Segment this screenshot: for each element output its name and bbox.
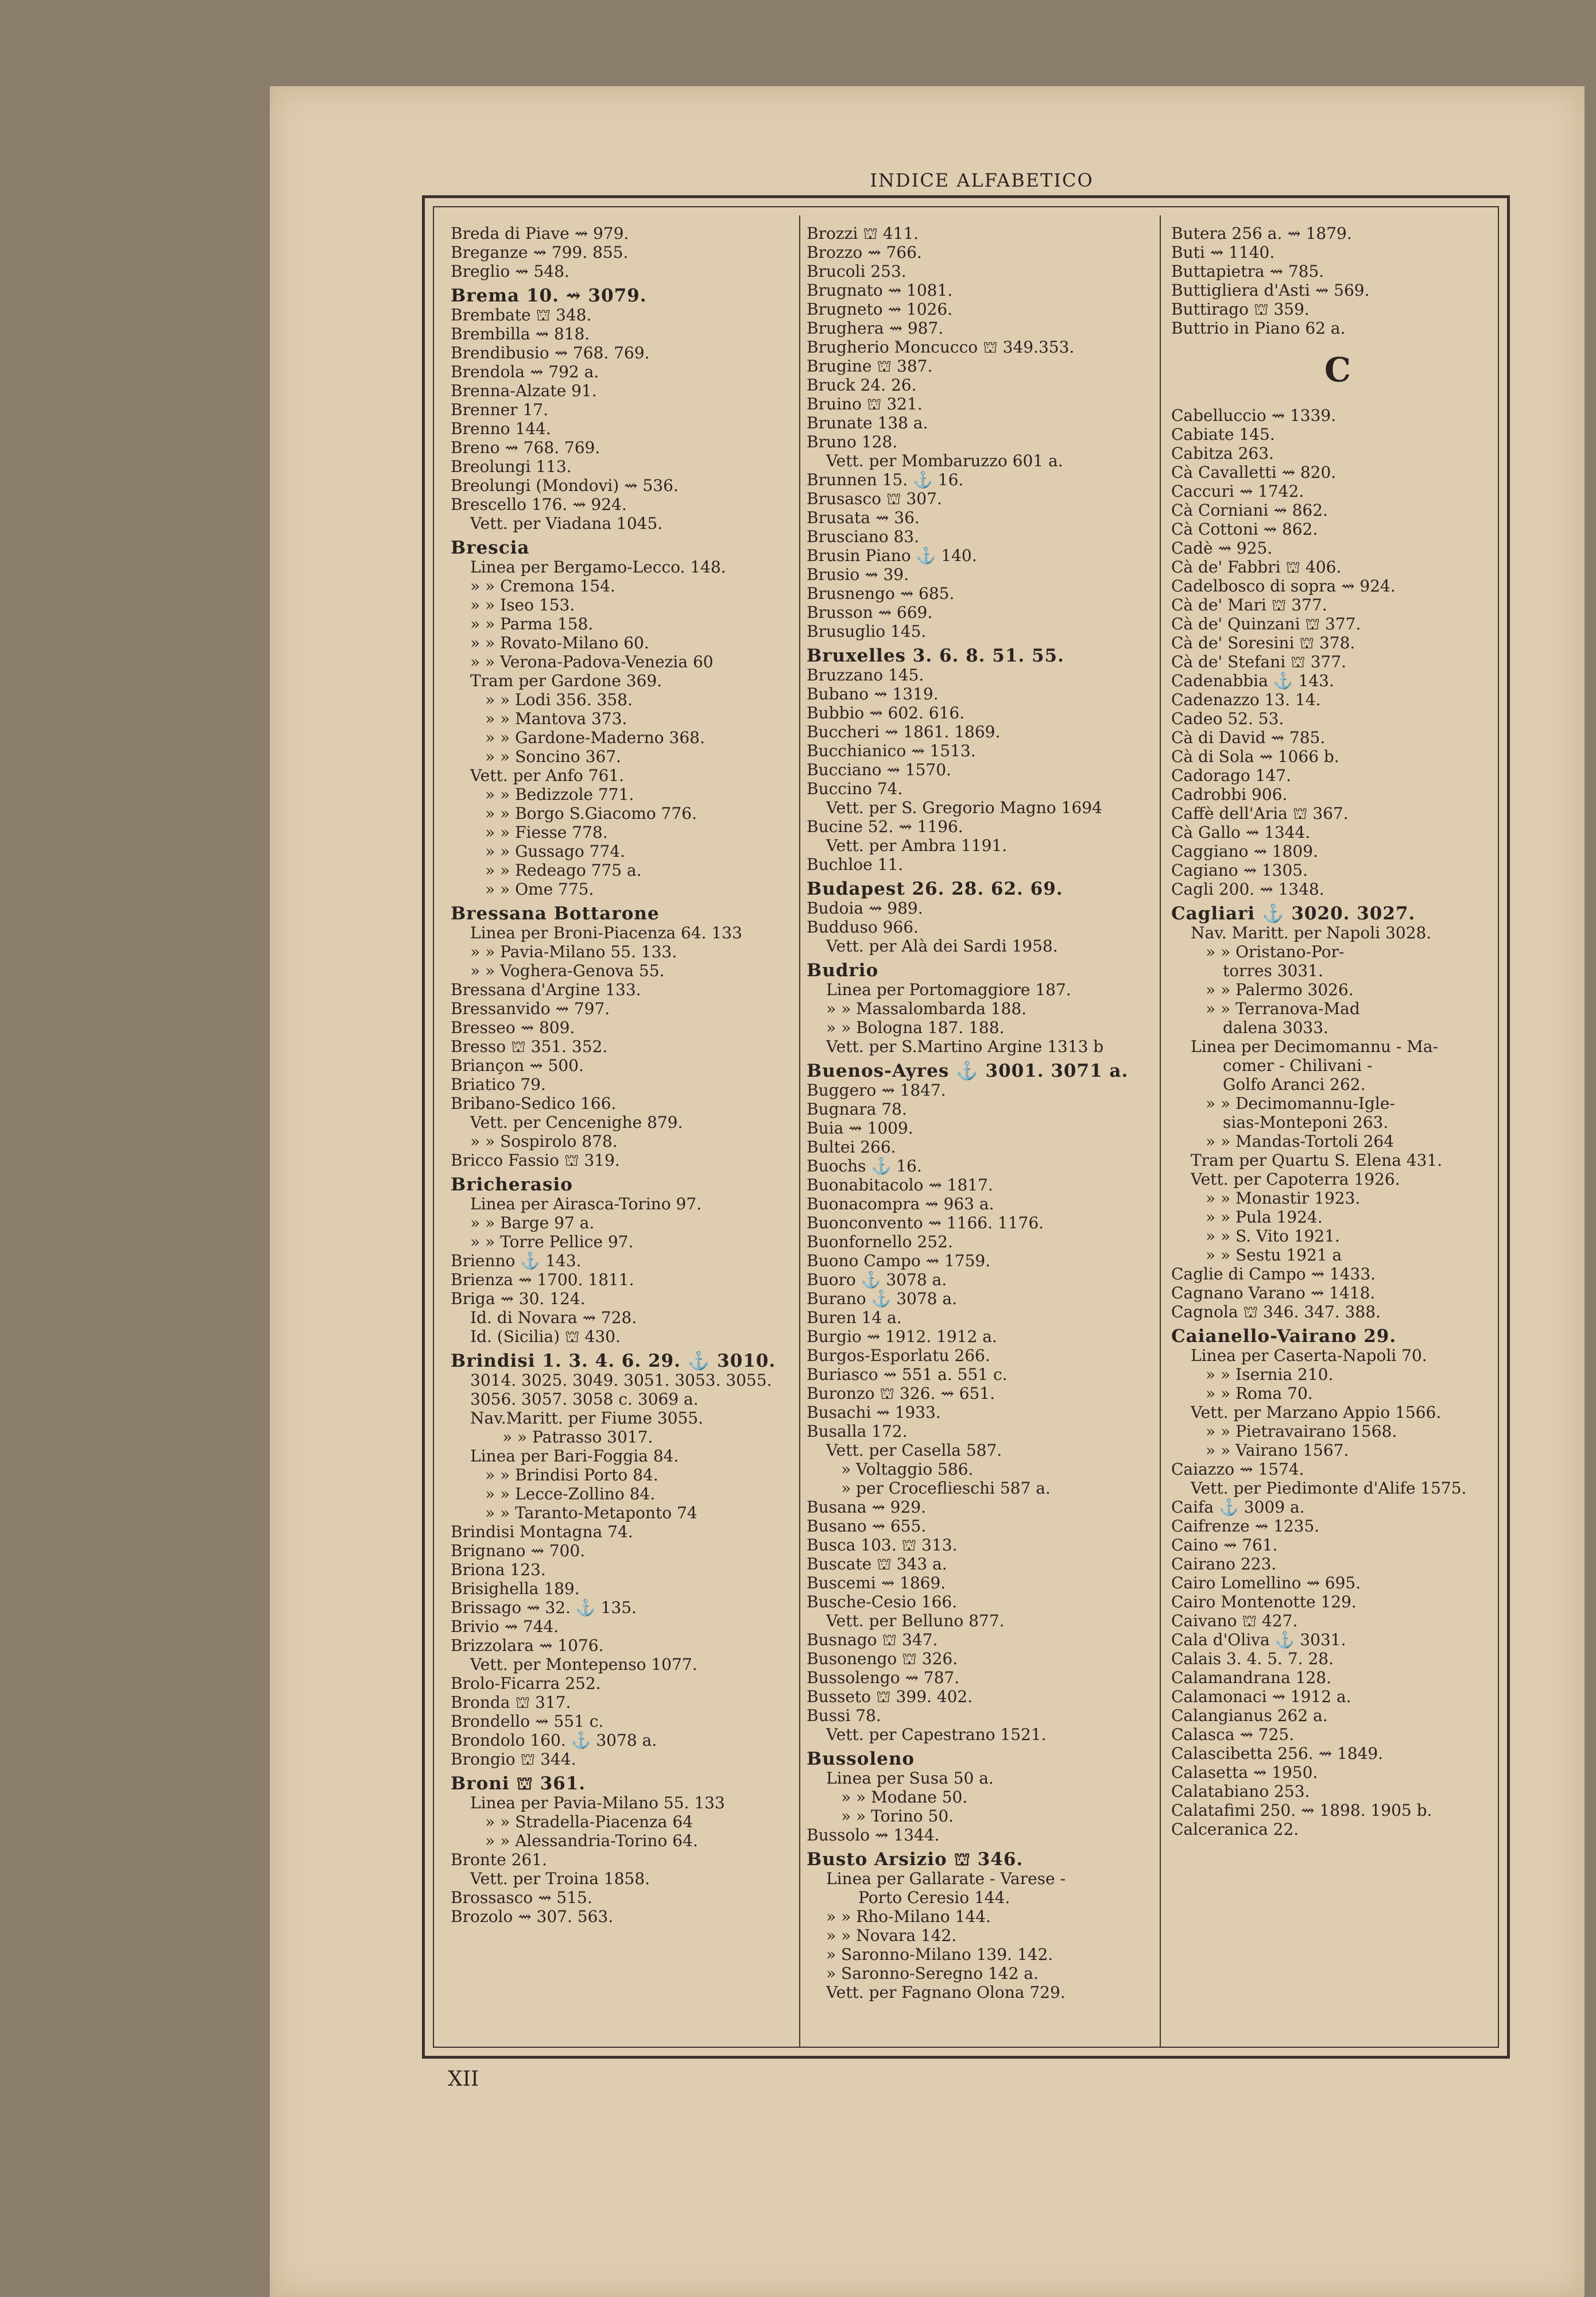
index-heading: Brindisi 1. 3. 4. 6. 29. ⚓ 3010. bbox=[451, 1351, 776, 1371]
index-entry: Bultei 266. bbox=[807, 1138, 896, 1157]
index-entry: Brendola ⇝ 792 a. bbox=[451, 362, 599, 381]
index-entry: Buriasco ⇝ 551 a. 551 c. bbox=[807, 1365, 1008, 1384]
index-entry: Brozzo ⇝ 766. bbox=[807, 243, 922, 262]
index-entry: Vett. per Montepenso 1077. bbox=[470, 1655, 698, 1674]
index-entry: » » Lodi 356. 358. bbox=[485, 690, 633, 709]
index-entry: Linea per Susa 50 a. bbox=[826, 1769, 994, 1788]
index-entry: Buronzo ⛫ 326. ⇝ 651. bbox=[807, 1384, 995, 1403]
index-entry: Vett. per Anfo 761. bbox=[470, 766, 625, 785]
index-entry: Calasca ⇝ 725. bbox=[1171, 1725, 1295, 1744]
index-entry: Butera 256 a. ⇝ 1879. bbox=[1171, 224, 1352, 243]
index-entry: Busche-Cesio 166. bbox=[807, 1592, 958, 1611]
index-entry: Brusata ⇝ 36. bbox=[807, 508, 920, 527]
index-entry: Burano ⚓ 3078 a. bbox=[807, 1289, 957, 1308]
index-entry: Buttrio in Piano 62 a. bbox=[1171, 319, 1346, 338]
index-entry: 3056. 3057. 3058 c. 3069 a. bbox=[470, 1390, 699, 1409]
index-entry: Vett. per Mombaruzzo 601 a. bbox=[826, 451, 1063, 470]
index-entry: » » Sospirolo 878. bbox=[470, 1132, 618, 1151]
index-entry: Brusson ⇝ 669. bbox=[807, 603, 933, 622]
index-entry: Vett. per Marzano Appio 1566. bbox=[1191, 1403, 1442, 1422]
index-entry: Burgos-Esporlatu 266. bbox=[807, 1346, 990, 1365]
index-entry: » » Isernia 210. bbox=[1206, 1365, 1334, 1384]
index-entry: » » Pietravairano 1568. bbox=[1206, 1422, 1397, 1441]
index-entry: Brindisi Montagna 74. bbox=[451, 1522, 633, 1541]
index-entry: Budduso 966. bbox=[807, 918, 919, 937]
index-entry: Linea per Bari-Foggia 84. bbox=[470, 1447, 679, 1465]
index-entry: » » Parma 158. bbox=[470, 614, 594, 633]
index-entry: Busseto ⛫ 399. 402. bbox=[807, 1687, 973, 1706]
index-entry: Brienno ⚓ 143. bbox=[451, 1251, 582, 1270]
index-heading: Buenos-Ayres ⚓ 3001. 3071 a. bbox=[807, 1061, 1129, 1081]
index-entry: Caifrenze ⇝ 1235. bbox=[1171, 1517, 1320, 1536]
index-entry: Busano ⇝ 655. bbox=[807, 1517, 927, 1536]
index-entry: Bruno 128. bbox=[807, 432, 898, 451]
index-entry: Buttirago ⛫ 359. bbox=[1171, 300, 1310, 319]
index-entry: Bussi 78. bbox=[807, 1706, 881, 1725]
index-entry: Brolo-Ficarra 252. bbox=[451, 1674, 601, 1693]
page-folio: XII bbox=[448, 2067, 479, 2091]
index-entry: Vett. per Ambra 1191. bbox=[826, 836, 1008, 855]
index-entry: Calamonaci ⇝ 1912 a. bbox=[1171, 1687, 1351, 1706]
index-entry: Bugnara 78. bbox=[807, 1100, 907, 1119]
index-entry: Linea per Airasca-Torino 97. bbox=[470, 1194, 702, 1213]
index-entry: Busana ⇝ 929. bbox=[807, 1498, 927, 1517]
index-entry: Buonconvento ⇝ 1166. 1176. bbox=[807, 1213, 1044, 1232]
index-entry: Buti ⇝ 1140. bbox=[1171, 243, 1275, 262]
index-entry: Brusin Piano ⚓ 140. bbox=[807, 546, 977, 565]
index-entry: Bricco Fassio ⛫ 319. bbox=[451, 1151, 620, 1170]
index-entry: Bussolo ⇝ 1344. bbox=[807, 1826, 940, 1844]
index-entry: Breolungi (Mondovi) ⇝ 536. bbox=[451, 476, 679, 495]
index-heading: Bricherasio bbox=[451, 1174, 573, 1195]
index-entry: Cà di David ⇝ 785. bbox=[1171, 728, 1326, 747]
index-entry: Cà Corniani ⇝ 862. bbox=[1171, 501, 1328, 520]
index-entry: Linea per Gallarate - Varese - bbox=[826, 1869, 1066, 1888]
index-entry: Bucine 52. ⇝ 1196. bbox=[807, 817, 963, 836]
index-entry: » » Gardone-Maderno 368. bbox=[485, 728, 705, 747]
index-entry: » » Torre Pellice 97. bbox=[470, 1232, 634, 1251]
index-entry: Cà di Sola ⇝ 1066 b. bbox=[1171, 747, 1339, 766]
index-entry: » » Voghera-Genova 55. bbox=[470, 961, 665, 980]
index-entry: » » Iseo 153. bbox=[470, 595, 575, 614]
index-entry: Cairo Lomellino ⇝ 695. bbox=[1171, 1573, 1361, 1592]
index-entry: » » Bedizzole 771. bbox=[485, 785, 634, 804]
index-entry: » » Soncino 367. bbox=[485, 747, 621, 766]
index-entry: Bubbio ⇝ 602. 616. bbox=[807, 703, 965, 722]
index-entry: Buttigliera d'Asti ⇝ 569. bbox=[1171, 281, 1370, 300]
index-entry: Caffè dell'Aria ⛫ 367. bbox=[1171, 804, 1349, 823]
index-entry: » » Brindisi Porto 84. bbox=[485, 1465, 658, 1484]
index-entry: Bronte 261. bbox=[451, 1850, 547, 1869]
index-column-1 bbox=[451, 224, 789, 2044]
index-entry: Vett. per Capestrano 1521. bbox=[826, 1725, 1047, 1744]
index-entry: Buonfornello 252. bbox=[807, 1232, 953, 1251]
index-entry: Golfo Aranci 262. bbox=[1223, 1075, 1366, 1094]
index-entry: » » Sestu 1921 a bbox=[1206, 1246, 1342, 1264]
index-entry: Id. (Sicilia) ⛫ 430. bbox=[470, 1327, 621, 1346]
index-entry: Buoro ⚓ 3078 a. bbox=[807, 1270, 947, 1289]
index-entry: Buono Campo ⇝ 1759. bbox=[807, 1251, 991, 1270]
index-entry: Bruino ⛫ 321. bbox=[807, 395, 923, 413]
index-entry: Caivano ⛫ 427. bbox=[1171, 1611, 1298, 1630]
index-entry: Cadeo 52. 53. bbox=[1171, 709, 1284, 728]
index-entry: Breda di Piave ⇝ 979. bbox=[451, 224, 629, 243]
index-entry: Vett. per Fagnano Olona 729. bbox=[826, 1983, 1066, 2002]
index-entry: Caggiano ⇝ 1809. bbox=[1171, 842, 1318, 861]
index-entry: Budoia ⇝ 989. bbox=[807, 899, 923, 918]
index-entry: » » Patrasso 3017. bbox=[502, 1428, 653, 1447]
index-column-2 bbox=[807, 224, 1151, 2044]
index-entry: Brissago ⇝ 32. ⚓ 135. bbox=[451, 1598, 637, 1617]
letter-heading: C bbox=[1324, 350, 1351, 389]
index-entry: Busonengo ⛫ 326. bbox=[807, 1649, 958, 1668]
index-heading: Bressana Bottarone bbox=[451, 903, 660, 924]
index-entry: » » S. Vito 1921. bbox=[1206, 1227, 1340, 1246]
index-entry: Brienza ⇝ 1700. 1811. bbox=[451, 1270, 634, 1289]
index-entry: Briona 123. bbox=[451, 1560, 546, 1579]
index-entry: » » Mantova 373. bbox=[485, 709, 627, 728]
index-entry: Cabelluccio ⇝ 1339. bbox=[1171, 406, 1337, 425]
index-entry: » » Cremona 154. bbox=[470, 577, 615, 595]
index-entry: Brusciano 83. bbox=[807, 527, 920, 546]
index-entry: » » Massalombarda 188. bbox=[826, 999, 1027, 1018]
index-entry: Cairo Montenotte 129. bbox=[1171, 1592, 1357, 1611]
index-entry: Brozzi ⛫ 411. bbox=[807, 224, 919, 243]
index-entry: Bressanvido ⇝ 797. bbox=[451, 999, 610, 1018]
index-entry: » » Ome 775. bbox=[485, 880, 594, 899]
index-entry: Cabitza 263. bbox=[1171, 444, 1274, 463]
index-entry: » Saronno-Milano 139. 142. bbox=[826, 1945, 1053, 1964]
index-entry: Busca 103. ⛫ 313. bbox=[807, 1536, 958, 1554]
index-entry: Vett. per Casella 587. bbox=[826, 1441, 1002, 1460]
index-entry: Cà de' Fabbri ⛫ 406. bbox=[1171, 558, 1342, 577]
index-heading: Cagliari ⚓ 3020. 3027. bbox=[1171, 903, 1416, 924]
index-entry: Briga ⇝ 30. 124. bbox=[451, 1289, 586, 1308]
running-head: INDICE ALFABETICO bbox=[870, 169, 1094, 191]
index-entry: Caccuri ⇝ 1742. bbox=[1171, 482, 1304, 501]
index-entry: Nav.Maritt. per Fiume 3055. bbox=[470, 1409, 703, 1428]
index-entry: Calasetta ⇝ 1950. bbox=[1171, 1763, 1318, 1782]
index-entry: » » Barge 97 a. bbox=[470, 1213, 595, 1232]
index-entry: Brivio ⇝ 744. bbox=[451, 1617, 559, 1636]
index-entry: » » Rovato-Milano 60. bbox=[470, 633, 649, 652]
index-entry: Bribano-Sedico 166. bbox=[451, 1094, 617, 1113]
index-entry: Cadenazzo 13. 14. bbox=[1171, 690, 1321, 709]
index-entry: Briatico 79. bbox=[451, 1075, 546, 1094]
index-entry: Bruck 24. 26. bbox=[807, 376, 917, 395]
index-entry: Bucciano ⇝ 1570. bbox=[807, 760, 951, 779]
index-entry: Caino ⇝ 761. bbox=[1171, 1536, 1278, 1554]
index-entry: Bucchianico ⇝ 1513. bbox=[807, 741, 976, 760]
index-entry: Buren 14 a. bbox=[807, 1308, 902, 1327]
index-entry: » » Terranova-Mad bbox=[1206, 999, 1360, 1018]
index-entry: Cà Cavalletti ⇝ 820. bbox=[1171, 463, 1337, 482]
index-entry: Linea per Decimomannu - Ma- bbox=[1191, 1037, 1439, 1056]
index-entry: Buchloe 11. bbox=[807, 855, 904, 874]
index-entry: » » Bologna 187. 188. bbox=[826, 1018, 1005, 1037]
index-entry: Calangianus 262 a. bbox=[1171, 1706, 1328, 1725]
index-entry: Buttapietra ⇝ 785. bbox=[1171, 262, 1324, 281]
index-entry: Calamandrana 128. bbox=[1171, 1668, 1332, 1687]
index-entry: Burgio ⇝ 1912. 1912 a. bbox=[807, 1327, 997, 1346]
index-entry: Tram per Quartu S. Elena 431. bbox=[1191, 1151, 1443, 1170]
index-entry: Porto Ceresio 144. bbox=[858, 1888, 1010, 1907]
index-entry: » » Lecce-Zollino 84. bbox=[485, 1484, 656, 1503]
index-entry: Brughera ⇝ 987. bbox=[807, 319, 944, 338]
index-entry: Cagiano ⇝ 1305. bbox=[1171, 861, 1308, 880]
index-entry: Calceranica 22. bbox=[1171, 1820, 1299, 1839]
index-entry: Brugherio Moncucco ⛫ 349.353. bbox=[807, 338, 1075, 357]
index-entry: Brusuglio 145. bbox=[807, 622, 927, 641]
index-entry: » » Stradella-Piacenza 64 bbox=[485, 1812, 693, 1831]
index-heading: Bussoleno bbox=[807, 1749, 915, 1769]
index-entry: Cagnola ⛫ 346. 347. 388. bbox=[1171, 1302, 1381, 1321]
index-column-3 bbox=[1171, 224, 1504, 2044]
column-rule bbox=[1160, 215, 1161, 2047]
index-heading: Budapest 26. 28. 62. 69. bbox=[807, 879, 1063, 899]
index-entry: Brondello ⇝ 551 c. bbox=[451, 1712, 604, 1731]
index-entry: Cà de' Mari ⛫ 377. bbox=[1171, 595, 1327, 614]
index-heading: Budrio bbox=[807, 960, 879, 981]
index-entry: Brisighella 189. bbox=[451, 1579, 580, 1598]
index-entry: Brembilla ⇝ 818. bbox=[451, 324, 590, 343]
index-entry: Brusio ⇝ 39. bbox=[807, 565, 909, 584]
index-entry: Brembate ⛫ 348. bbox=[451, 306, 592, 324]
index-entry: Cadenabbia ⚓ 143. bbox=[1171, 671, 1334, 690]
index-entry: Brugnato ⇝ 1081. bbox=[807, 281, 953, 300]
index-entry: Cala d'Oliva ⚓ 3031. bbox=[1171, 1630, 1346, 1649]
index-entry: Bronda ⛫ 317. bbox=[451, 1693, 571, 1712]
index-entry: Buia ⇝ 1009. bbox=[807, 1119, 913, 1138]
index-entry: » » Vairano 1567. bbox=[1206, 1441, 1349, 1460]
index-entry: » » Redeago 775 a. bbox=[485, 861, 642, 880]
index-entry: Buonacompra ⇝ 963 a. bbox=[807, 1194, 994, 1213]
index-entry: Brossasco ⇝ 515. bbox=[451, 1888, 592, 1907]
index-entry: Vett. per S. Gregorio Magno 1694 bbox=[826, 798, 1102, 817]
index-entry: Brunate 138 a. bbox=[807, 413, 928, 432]
index-entry: dalena 3033. bbox=[1223, 1018, 1328, 1037]
index-entry: Calatabiano 253. bbox=[1171, 1782, 1310, 1801]
index-heading: Busto Arsizio ⛫ 346. bbox=[807, 1849, 1024, 1870]
index-entry: Calascibetta 256. ⇝ 1849. bbox=[1171, 1744, 1384, 1763]
index-entry: Caiazzo ⇝ 1574. bbox=[1171, 1460, 1304, 1479]
index-entry: Calais 3. 4. 5. 7. 28. bbox=[1171, 1649, 1334, 1668]
index-entry: » » Novara 142. bbox=[826, 1926, 957, 1945]
index-entry: Bresso ⛫ 351. 352. bbox=[451, 1037, 608, 1056]
index-entry: » Voltaggio 586. bbox=[841, 1460, 974, 1479]
index-entry: Cadrobbi 906. bbox=[1171, 785, 1288, 804]
index-entry: » » Fiesse 778. bbox=[485, 823, 608, 842]
index-entry: Brusnengo ⇝ 685. bbox=[807, 584, 955, 603]
index-entry: » » Verona-Padova-Venezia 60 bbox=[470, 652, 714, 671]
index-entry: Breganze ⇝ 799. 855. bbox=[451, 243, 629, 262]
index-entry: Vett. per Alà dei Sardi 1958. bbox=[826, 937, 1058, 956]
index-entry: Brignano ⇝ 700. bbox=[451, 1541, 586, 1560]
index-entry: Cairano 223. bbox=[1171, 1554, 1277, 1573]
index-entry: Brugine ⛫ 387. bbox=[807, 357, 933, 376]
index-entry: Cà Cottoni ⇝ 862. bbox=[1171, 520, 1318, 539]
index-entry: Cagli 200. ⇝ 1348. bbox=[1171, 880, 1324, 899]
index-entry: Buccheri ⇝ 1861. 1869. bbox=[807, 722, 1001, 741]
index-entry: Buonabitacolo ⇝ 1817. bbox=[807, 1175, 993, 1194]
index-entry: » » Mandas-Tortoli 264 bbox=[1206, 1132, 1394, 1151]
index-entry: Cadè ⇝ 925. bbox=[1171, 539, 1273, 558]
index-entry: Caifa ⚓ 3009 a. bbox=[1171, 1498, 1305, 1517]
index-entry: torres 3031. bbox=[1223, 961, 1323, 980]
index-entry: Bresseo ⇝ 809. bbox=[451, 1018, 575, 1037]
index-entry: » » Alessandria-Torino 64. bbox=[485, 1831, 698, 1850]
index-entry: Vett. per Piedimonte d'Alife 1575. bbox=[1191, 1479, 1467, 1498]
index-entry: Vett. per Troina 1858. bbox=[470, 1869, 650, 1888]
index-heading: Broni ⛫ 361. bbox=[451, 1773, 586, 1794]
index-entry: Linea per Broni-Piacenza 64. 133 bbox=[470, 923, 742, 942]
index-entry: » » Pula 1924. bbox=[1206, 1208, 1323, 1227]
index-entry: » per Croceflieschi 587 a. bbox=[841, 1479, 1051, 1498]
index-entry: » » Torino 50. bbox=[841, 1807, 954, 1826]
index-entry: Brenna-Alzate 91. bbox=[451, 381, 597, 400]
index-entry: Vett. per S.Martino Argine 1313 b bbox=[826, 1037, 1104, 1056]
index-entry: Linea per Bergamo-Lecco. 148. bbox=[470, 558, 726, 577]
index-entry: Vett. per Viadana 1045. bbox=[470, 514, 663, 533]
index-entry: Brugneto ⇝ 1026. bbox=[807, 300, 953, 319]
index-entry: Buscemi ⇝ 1869. bbox=[807, 1573, 946, 1592]
index-entry: Linea per Portomaggiore 187. bbox=[826, 980, 1071, 999]
index-entry: Calatafimi 250. ⇝ 1898. 1905 b. bbox=[1171, 1801, 1432, 1820]
index-entry: Buggero ⇝ 1847. bbox=[807, 1081, 946, 1100]
index-entry: Cà de' Quinzani ⛫ 377. bbox=[1171, 614, 1361, 633]
index-entry: Bruzzano 145. bbox=[807, 666, 924, 685]
index-heading: Brema 10. ⇝ 3079. bbox=[451, 285, 647, 306]
index-entry: 3014. 3025. 3049. 3051. 3053. 3055. bbox=[470, 1371, 772, 1390]
index-entry: Busalla 172. bbox=[807, 1422, 908, 1441]
index-entry: Brongio ⛫ 344. bbox=[451, 1750, 576, 1769]
index-entry: Briançon ⇝ 500. bbox=[451, 1056, 584, 1075]
index-entry: Cadelbosco di sopra ⇝ 924. bbox=[1171, 577, 1396, 595]
index-heading: Bruxelles 3. 6. 8. 51. 55. bbox=[807, 645, 1064, 666]
index-entry: Cà Gallo ⇝ 1344. bbox=[1171, 823, 1311, 842]
index-entry: » » Roma 70. bbox=[1206, 1384, 1313, 1403]
index-entry: » » Oristano-Por- bbox=[1206, 942, 1345, 961]
index-entry: » » Monastir 1923. bbox=[1206, 1189, 1361, 1208]
index-entry: » » Modane 50. bbox=[841, 1788, 968, 1807]
index-heading: Caianello-Vairano 29. bbox=[1171, 1326, 1397, 1347]
index-entry: Buscate ⛫ 343 a. bbox=[807, 1554, 947, 1573]
index-entry: Cà de' Soresini ⛫ 378. bbox=[1171, 633, 1355, 652]
index-entry: Caglie di Campo ⇝ 1433. bbox=[1171, 1264, 1376, 1283]
index-entry: Busachi ⇝ 1933. bbox=[807, 1403, 941, 1422]
index-entry: » » Borgo S.Giacomo 776. bbox=[485, 804, 697, 823]
index-entry: sias-Monteponi 263. bbox=[1223, 1113, 1389, 1132]
index-entry: Brendibusio ⇝ 768. 769. bbox=[451, 343, 650, 362]
index-entry: Bubano ⇝ 1319. bbox=[807, 685, 939, 703]
index-entry: Bressana d'Argine 133. bbox=[451, 980, 641, 999]
index-entry: Tram per Gardone 369. bbox=[470, 671, 663, 690]
index-entry: Cà de' Stefani ⛫ 377. bbox=[1171, 652, 1347, 671]
index-entry: Brescello 176. ⇝ 924. bbox=[451, 495, 627, 514]
index-entry: Brenner 17. bbox=[451, 400, 548, 419]
index-entry: » » Pavia-Milano 55. 133. bbox=[470, 942, 677, 961]
index-entry: Bussolengo ⇝ 787. bbox=[807, 1668, 960, 1687]
index-entry: Brusasco ⛫ 307. bbox=[807, 489, 942, 508]
index-entry: Cagnano Varano ⇝ 1418. bbox=[1171, 1283, 1376, 1302]
index-entry: » » Rho-Milano 144. bbox=[826, 1907, 991, 1926]
column-rule bbox=[799, 215, 800, 2047]
index-entry: Nav. Maritt. per Napoli 3028. bbox=[1191, 923, 1432, 942]
index-entry: » Saronno-Seregno 142 a. bbox=[826, 1964, 1039, 1983]
index-entry: Vett. per Cencenighe 879. bbox=[470, 1113, 683, 1132]
index-entry: » » Palermo 3026. bbox=[1206, 980, 1354, 999]
index-entry: Vett. per Belluno 877. bbox=[826, 1611, 1005, 1630]
index-entry: Brondolo 160. ⚓ 3078 a. bbox=[451, 1731, 657, 1750]
index-entry: comer - Chilivani - bbox=[1223, 1056, 1373, 1075]
index-entry: Id. di Novara ⇝ 728. bbox=[470, 1308, 637, 1327]
index-entry: Brizzolara ⇝ 1076. bbox=[451, 1636, 604, 1655]
index-entry: Buccino 74. bbox=[807, 779, 903, 798]
index-entry: Cadorago 147. bbox=[1171, 766, 1292, 785]
index-entry: Brenno 144. bbox=[451, 419, 551, 438]
index-entry: Brozolo ⇝ 307. 563. bbox=[451, 1907, 614, 1926]
index-heading: Brescia bbox=[451, 537, 530, 558]
index-entry: Brunnen 15. ⚓ 16. bbox=[807, 470, 964, 489]
index-entry: » » Gussago 774. bbox=[485, 842, 625, 861]
index-entry: » » Decimomannu-Igle- bbox=[1206, 1094, 1395, 1113]
index-entry: Cabiate 145. bbox=[1171, 425, 1275, 444]
index-entry: Busnago ⛫ 347. bbox=[807, 1630, 938, 1649]
index-entry: Breolungi 113. bbox=[451, 457, 572, 476]
index-entry: » » Taranto-Metaponto 74 bbox=[485, 1503, 698, 1522]
index-entry: Breno ⇝ 768. 769. bbox=[451, 438, 601, 457]
index-entry: Buochs ⚓ 16. bbox=[807, 1157, 922, 1175]
index-entry: Linea per Pavia-Milano 55. 133 bbox=[470, 1793, 725, 1812]
index-entry: Breglio ⇝ 548. bbox=[451, 262, 570, 281]
index-entry: Brucoli 253. bbox=[807, 262, 907, 281]
index-entry: Linea per Caserta-Napoli 70. bbox=[1191, 1346, 1427, 1365]
index-entry: Vett. per Capoterra 1926. bbox=[1191, 1170, 1400, 1189]
